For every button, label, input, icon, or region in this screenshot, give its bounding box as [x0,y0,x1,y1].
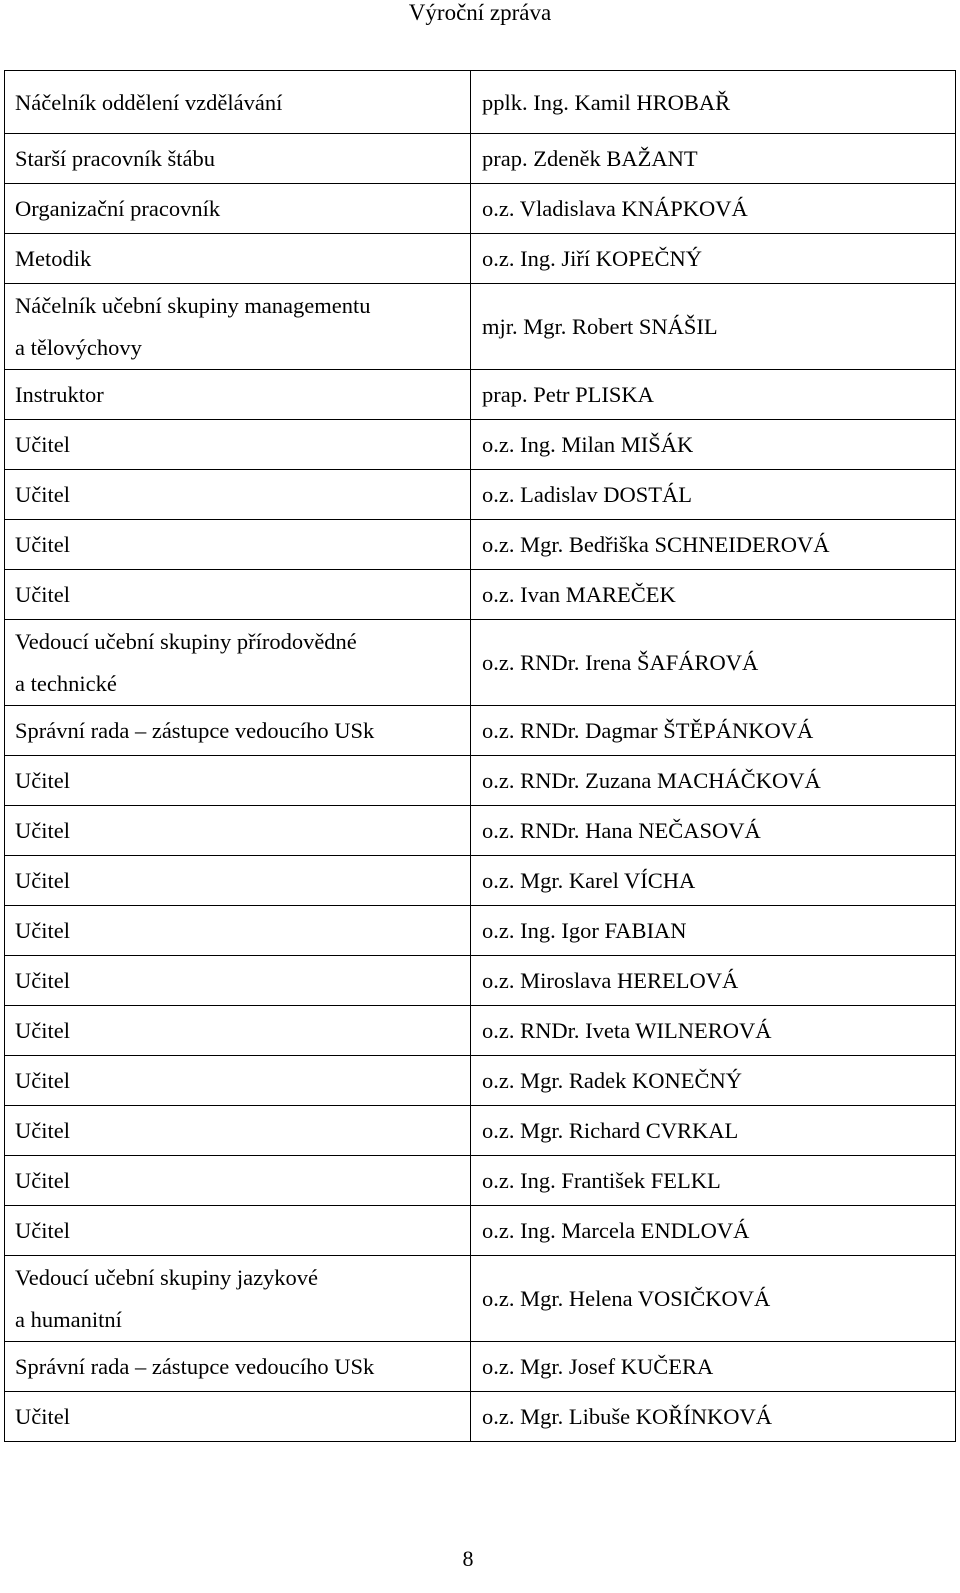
person-cell: o.z. Mgr. Karel VÍCHA [471,856,956,906]
role-cell [5,1256,471,1342]
page-number: 8 [462,1546,474,1571]
table-row [5,1006,956,1056]
person-cell: o.z. RNDr. Hana NEČASOVÁ [471,806,956,856]
role-cell [5,284,471,370]
person-cell: o.z. Mgr. Bedřiška SCHNEIDEROVÁ [471,520,956,570]
table-row [5,234,956,284]
role-text: Učitel [15,867,70,893]
role-cell [5,756,471,806]
person-cell: o.z. Ing. František FELKL [471,1156,956,1206]
table-row [5,956,956,1006]
role-text: Starší pracovník štábu [15,145,215,171]
person-cell: prap. Petr PLISKA [471,370,956,420]
table-row [5,1392,956,1442]
table-row [5,856,956,906]
person-cell: o.z. Miroslava HERELOVÁ [471,956,956,1006]
table-row [5,1056,956,1106]
role-cell [5,956,471,1006]
role-cell [5,1392,471,1442]
role-cell [5,71,471,134]
role-text: Učitel [15,1167,70,1193]
role-text: Učitel [15,817,70,843]
person-cell: prap. Zdeněk BAŽANT [471,134,956,184]
table-row [5,1106,956,1156]
person-cell: o.z. Ing. Igor FABIAN [471,906,956,956]
table-row [5,520,956,570]
role-cell [5,806,471,856]
role-cell [5,906,471,956]
person-cell: o.z. Vladislava KNÁPKOVÁ [471,184,956,234]
role-text: a tělovýchovy [15,334,142,360]
person-cell: o.z. Mgr. Radek KONEČNÝ [471,1056,956,1106]
role-text: a humanitní [15,1306,122,1332]
table-row [5,756,956,806]
role-text: Vedoucí učební skupiny přírodovědné [15,628,357,654]
role-text: Učitel [15,1017,70,1043]
person-cell: o.z. RNDr. Iveta WILNEROVÁ [471,1006,956,1056]
table-row [5,420,956,470]
table-row [5,1342,956,1392]
role-text: Učitel [15,1217,70,1243]
person-cell: o.z. Mgr. Helena VOSIČKOVÁ [471,1256,956,1342]
person-cell: mjr. Mgr. Robert SNÁŠIL [471,284,956,370]
table-row [5,806,956,856]
person-cell: o.z. Ing. Jiří KOPEČNÝ [471,234,956,284]
role-text: Organizační pracovník [15,195,221,221]
table-row [5,1256,956,1342]
role-text: Učitel [15,431,70,457]
person-cell: o.z. Ladislav DOSTÁL [471,470,956,520]
role-text: Učitel [15,481,70,507]
page-header: Výroční zpráva [408,0,552,25]
role-cell [5,1206,471,1256]
role-text: Učitel [15,1403,70,1429]
table-row [5,284,956,370]
role-text: Náčelník oddělení vzdělávání [15,90,283,115]
role-text: Vedoucí učební skupiny jazykové [15,1264,319,1290]
person-cell: o.z. RNDr. Irena ŠAFÁROVÁ [471,620,956,706]
person-cell: o.z. Ing. Marcela ENDLOVÁ [471,1206,956,1256]
person-cell: o.z. Mgr. Libuše KOŘÍNKOVÁ [471,1392,956,1442]
staff-table [4,70,956,1442]
role-text: Učitel [15,1117,70,1143]
role-cell [5,184,471,234]
role-cell [5,1006,471,1056]
role-cell [5,856,471,906]
role-text: Metodik [15,245,92,271]
role-cell [5,370,471,420]
person-cell: o.z. Ivan MAREČEK [471,570,956,620]
person-cell: o.z. Mgr. Richard CVRKAL [471,1106,956,1156]
person-cell: pplk. Ing. Kamil HROBAŘ [471,71,956,134]
table-row [5,570,956,620]
role-text: Instruktor [15,381,104,407]
table-row [5,1156,956,1206]
table-row [5,1206,956,1256]
role-cell [5,570,471,620]
table-row [5,184,956,234]
role-cell [5,420,471,470]
table-row [5,620,956,706]
staff-table-body [5,71,956,1442]
role-cell [5,1342,471,1392]
role-text: Správní rada – zástupce vedoucího USk [15,1353,375,1379]
role-cell [5,470,471,520]
role-cell [5,134,471,184]
table-row [5,370,956,420]
person-cell: o.z. RNDr. Dagmar ŠTĚPÁNKOVÁ [471,706,956,756]
role-cell [5,706,471,756]
role-cell [5,520,471,570]
role-text: Učitel [15,531,70,557]
table-row [5,134,956,184]
role-text: Učitel [15,767,70,793]
person-cell: o.z. Mgr. Josef KUČERA [471,1342,956,1392]
table-row [5,706,956,756]
role-text: Správní rada – zástupce vedoucího USk [15,717,375,743]
table-row [5,470,956,520]
role-cell [5,234,471,284]
person-cell: o.z. Ing. Milan MIŠÁK [471,420,956,470]
role-text: Učitel [15,967,70,993]
role-cell [5,1156,471,1206]
role-cell [5,1106,471,1156]
table-row [5,71,956,134]
role-cell [5,1056,471,1106]
table-row [5,906,956,956]
person-cell: o.z. RNDr. Zuzana MACHÁČKOVÁ [471,756,956,806]
role-text: Učitel [15,581,70,607]
role-text: Náčelník učební skupiny managementu [15,292,371,318]
role-cell [5,620,471,706]
role-text: Učitel [15,917,70,943]
role-text: a technické [15,670,117,696]
role-text: Učitel [15,1067,70,1093]
